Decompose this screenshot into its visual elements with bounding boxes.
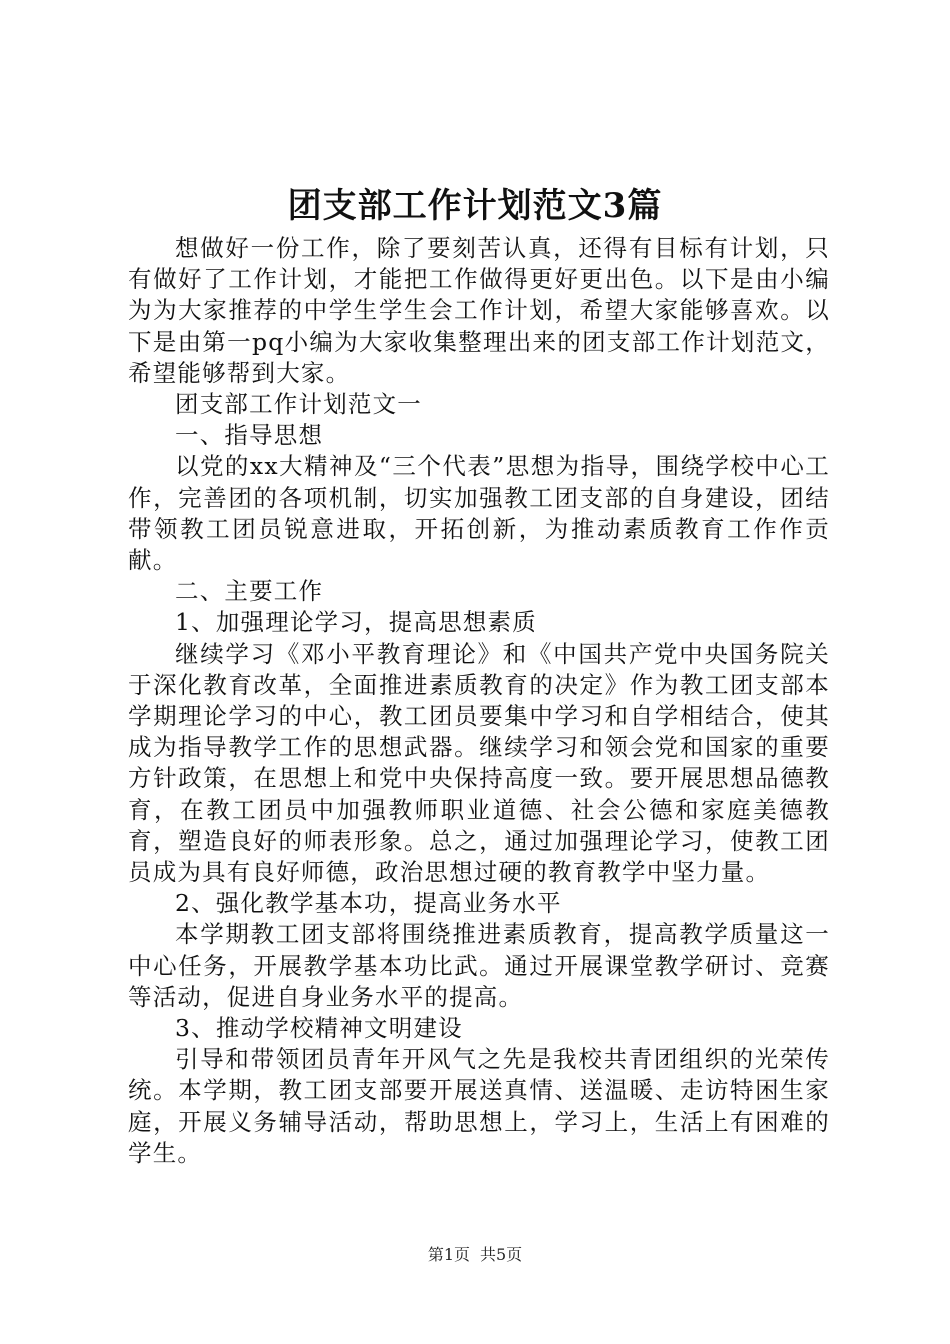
item-heading: 3、推动学校精神文明建设 — [175, 1014, 463, 1043]
intro-paragraph: 想做好一份工作，除了要刻苦认真，还得有目标有计划，只有做好了工作计划，才能把工作做得更好更出色。以下是由小编为为大家推荐的中学生学生会工作计划，希望大家能够喜欢。以下是由第一pq小编为大家收集整理出来的团支部工作计划范文，希望能够帮到大家。 — [128, 234, 830, 387]
page-number: 第1页 — [427, 1245, 470, 1264]
subsection-heading: 一、指导思想 — [175, 421, 324, 450]
body-paragraph: 继续学习《邓小平教育理论》和《中国共产党中央国务院关于深化教育改革，全面推进素质教育的决定》作为教工团支部本学期理论学习的中心，教工团员要集中学习和自学相结合，使其成为指导教学工作的思想武器。继续学习和领会党和国家的重要方针政策，在思想上和党中央保持高度一致。要开展思想品德教育，在教工团员中加强教师职业道德、社会公德和家庭美德教育，塑造良好的师表形象。总之，通过加强理论学习，使教工团员成为具有良好师德，政治思想过硬的教育教学中坚力量。 — [128, 639, 830, 887]
page-footer — [0, 1244, 950, 1266]
document-title: 团支部工作计划范文3篇 — [287, 186, 663, 226]
item-heading: 2、强化教学基本功，提高业务水平 — [175, 889, 562, 918]
document-body — [128, 233, 830, 1169]
section-heading: 团支部工作计划范文一 — [175, 390, 422, 419]
body-paragraph: 本学期教工团支部将围绕推进素质教育，提高教学质量这一中心任务，开展教学基本功比武。通过开展课堂教学研讨、竞赛等活动，促进自身业务水平的提高。 — [128, 920, 830, 1011]
item-heading: 1、加强理论学习，提高思想素质 — [175, 608, 537, 637]
subsection-heading: 二、主要工作 — [175, 577, 324, 606]
page-total: 共5页 — [480, 1245, 523, 1264]
body-paragraph: 引导和带领团员青年开风气之先是我校共青团组织的光荣传统。本学期，教工团支部要开展送真情、送温暖、走访特困生家庭，开展义务辅导活动，帮助思想上，学习上，生活上有困难的学生。 — [128, 1045, 830, 1167]
body-paragraph: 以党的xx大精神及“三个代表”思想为指导，围绕学校中心工作，完善团的各项机制，切实加强教工团支部的自身建设，团结带领教工团员锐意进取，开拓创新，为推动素质教育工作作贡献。 — [128, 452, 830, 575]
